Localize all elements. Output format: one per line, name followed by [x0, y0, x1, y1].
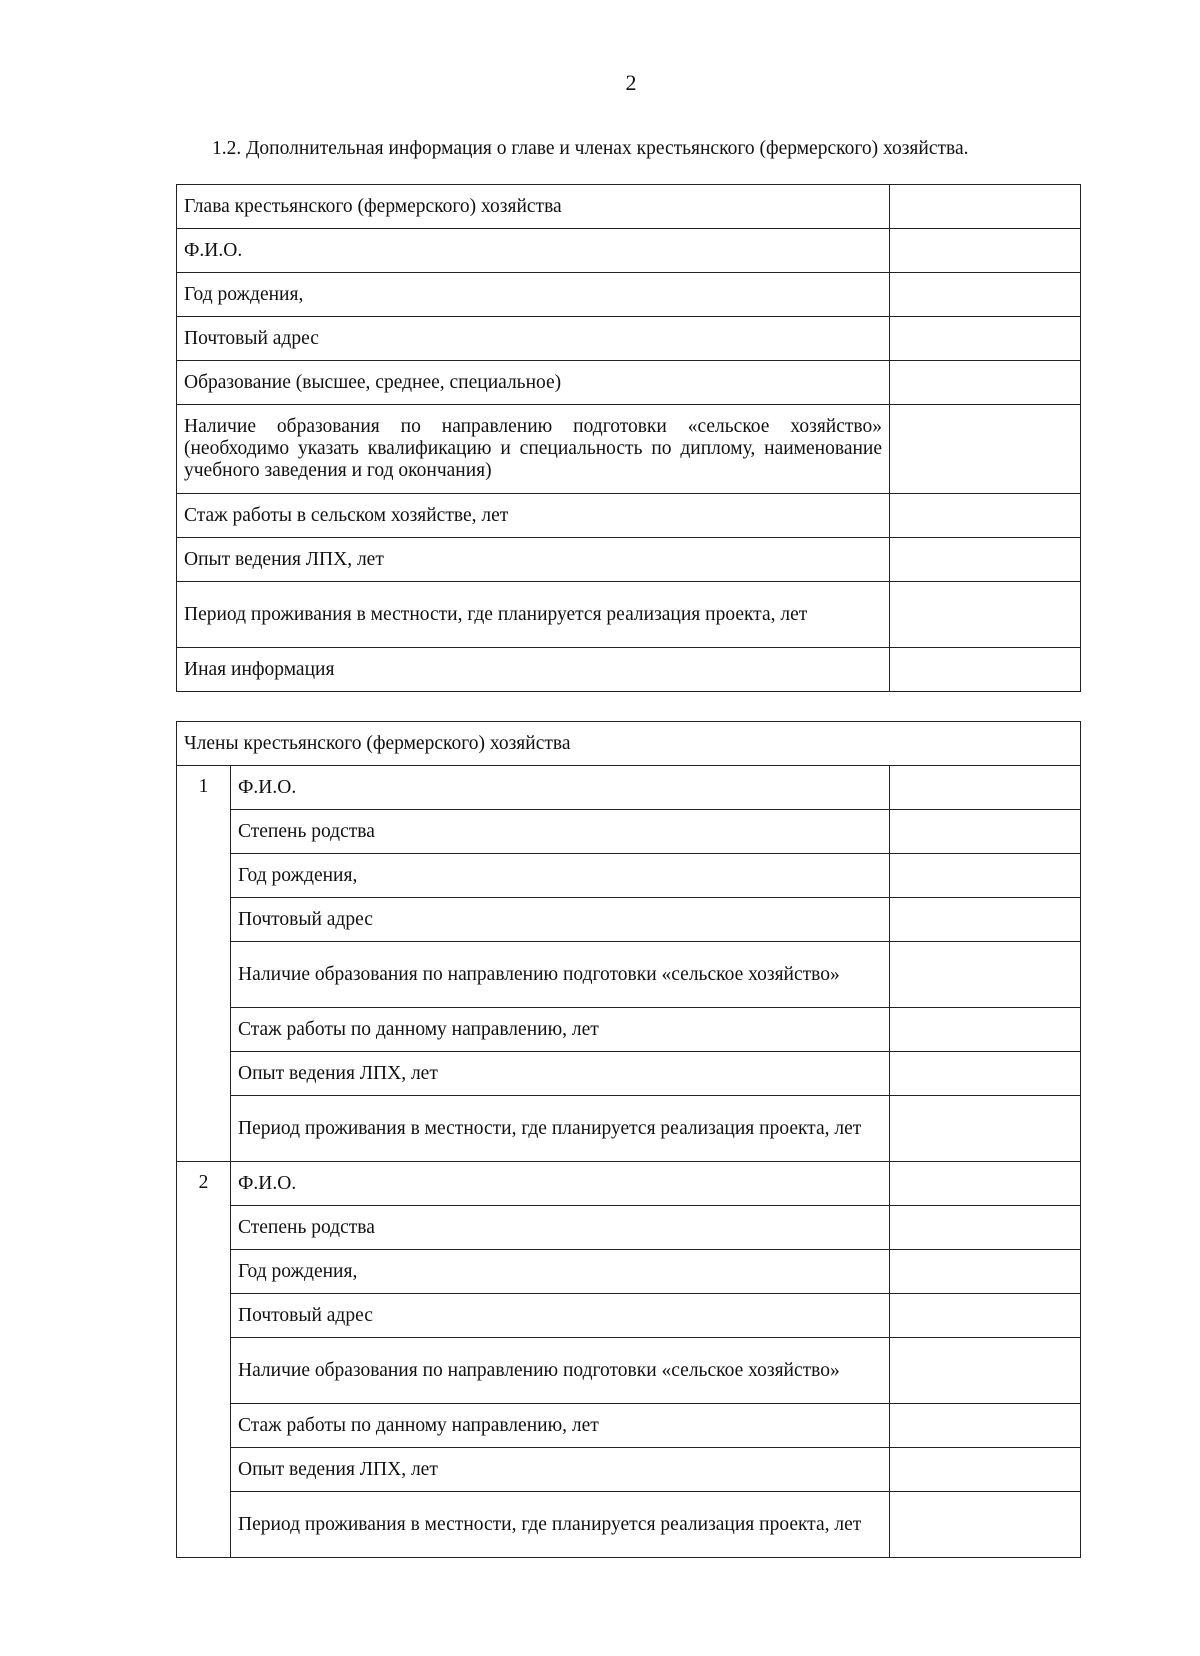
table-row [177, 942, 1081, 1008]
row-label: Почтовый адрес [231, 1294, 890, 1338]
row-label: Наличие образования по направлению подготовки «сельское хозяйство» (необходимо указать квалификацию и специальность по диплому, наименование учебного заведения и год окончания) [177, 405, 890, 494]
table-row [177, 1052, 1081, 1096]
value-field[interactable] [890, 361, 1081, 405]
table-row [177, 1096, 1081, 1162]
row-label: Год рождения, [231, 854, 890, 898]
table-row [177, 1448, 1081, 1492]
table-row [177, 766, 1081, 810]
section-heading: 1.2. Дополнительная информация о главе и членах крестьянского (фермерского) хозяйства. [212, 138, 969, 159]
member-number: 2 [177, 1162, 231, 1558]
value-field[interactable] [890, 1404, 1081, 1448]
row-label: Наличие образования по направлению подготовки «сельское хозяйство» [231, 942, 890, 1008]
row-label: Стаж работы в сельском хозяйстве, лет [177, 494, 890, 538]
value-field[interactable] [890, 185, 1081, 229]
row-label: Опыт ведения ЛПХ, лет [177, 538, 890, 582]
row-label: Опыт ведения ЛПХ, лет [231, 1448, 890, 1492]
row-label: Степень родства [231, 810, 890, 854]
table-row [177, 273, 1081, 317]
table-row [177, 1008, 1081, 1052]
members-info-table [176, 721, 1081, 1558]
table-row [177, 538, 1081, 582]
value-field[interactable] [890, 317, 1081, 361]
row-label: Период проживания в местности, где планируется реализация проекта, лет [231, 1492, 890, 1558]
value-field[interactable] [890, 494, 1081, 538]
row-label: Ф.И.О. [231, 1162, 890, 1206]
value-field[interactable] [890, 405, 1081, 494]
member-number: 1 [177, 766, 231, 1162]
row-label: Иная информация [177, 648, 890, 692]
table-row [177, 1492, 1081, 1558]
value-field[interactable] [890, 1294, 1081, 1338]
value-field[interactable] [890, 766, 1081, 810]
value-field[interactable] [890, 648, 1081, 692]
table-row [177, 1162, 1081, 1206]
value-field[interactable] [890, 1250, 1081, 1294]
value-field[interactable] [890, 942, 1081, 1008]
row-label: Наличие образования по направлению подготовки «сельское хозяйство» [231, 1338, 890, 1404]
value-field[interactable] [890, 582, 1081, 648]
page-number: 2 [625, 70, 637, 95]
row-label: Образование (высшее, среднее, специальное) [177, 361, 890, 405]
table-row [177, 582, 1081, 648]
value-field[interactable] [890, 273, 1081, 317]
row-label: Почтовый адрес [177, 317, 890, 361]
members-title-row [177, 722, 1081, 766]
table-row [177, 1338, 1081, 1404]
row-label: Период проживания в местности, где планируется реализация проекта, лет [231, 1096, 890, 1162]
value-field[interactable] [890, 854, 1081, 898]
table-row [177, 1294, 1081, 1338]
value-field[interactable] [890, 810, 1081, 854]
row-label: Почтовый адрес [231, 898, 890, 942]
table-row [177, 317, 1081, 361]
table-row [177, 494, 1081, 538]
value-field[interactable] [890, 1052, 1081, 1096]
table-row [177, 898, 1081, 942]
value-field[interactable] [890, 1206, 1081, 1250]
value-field[interactable] [890, 898, 1081, 942]
table-row [177, 405, 1081, 494]
row-label: Стаж работы по данному направлению, лет [231, 1404, 890, 1448]
table-row [177, 648, 1081, 692]
value-field[interactable] [890, 1338, 1081, 1404]
head-info-table [176, 184, 1081, 692]
table-row [177, 854, 1081, 898]
value-field[interactable] [890, 229, 1081, 273]
value-field[interactable] [890, 1448, 1081, 1492]
table-row [177, 1206, 1081, 1250]
value-field[interactable] [890, 1162, 1081, 1206]
table-row [177, 810, 1081, 854]
row-label: Стаж работы по данному направлению, лет [231, 1008, 890, 1052]
value-field[interactable] [890, 1008, 1081, 1052]
value-field[interactable] [890, 538, 1081, 582]
row-label: Ф.И.О. [177, 229, 890, 273]
row-label: Степень родства [231, 1206, 890, 1250]
row-label: Год рождения, [177, 273, 890, 317]
value-field[interactable] [890, 1492, 1081, 1558]
value-field[interactable] [890, 1096, 1081, 1162]
row-label: Год рождения, [231, 1250, 890, 1294]
row-label: Ф.И.О. [231, 766, 890, 810]
row-label: Период проживания в местности, где планируется реализация проекта, лет [177, 582, 890, 648]
members-table-title: Члены крестьянского (фермерского) хозяйства [177, 722, 1081, 766]
row-label: Опыт ведения ЛПХ, лет [231, 1052, 890, 1096]
table-row [177, 361, 1081, 405]
table-row [177, 1404, 1081, 1448]
row-label: Глава крестьянского (фермерского) хозяйства [177, 185, 890, 229]
table-row [177, 1250, 1081, 1294]
table-row [177, 229, 1081, 273]
table-row [177, 185, 1081, 229]
